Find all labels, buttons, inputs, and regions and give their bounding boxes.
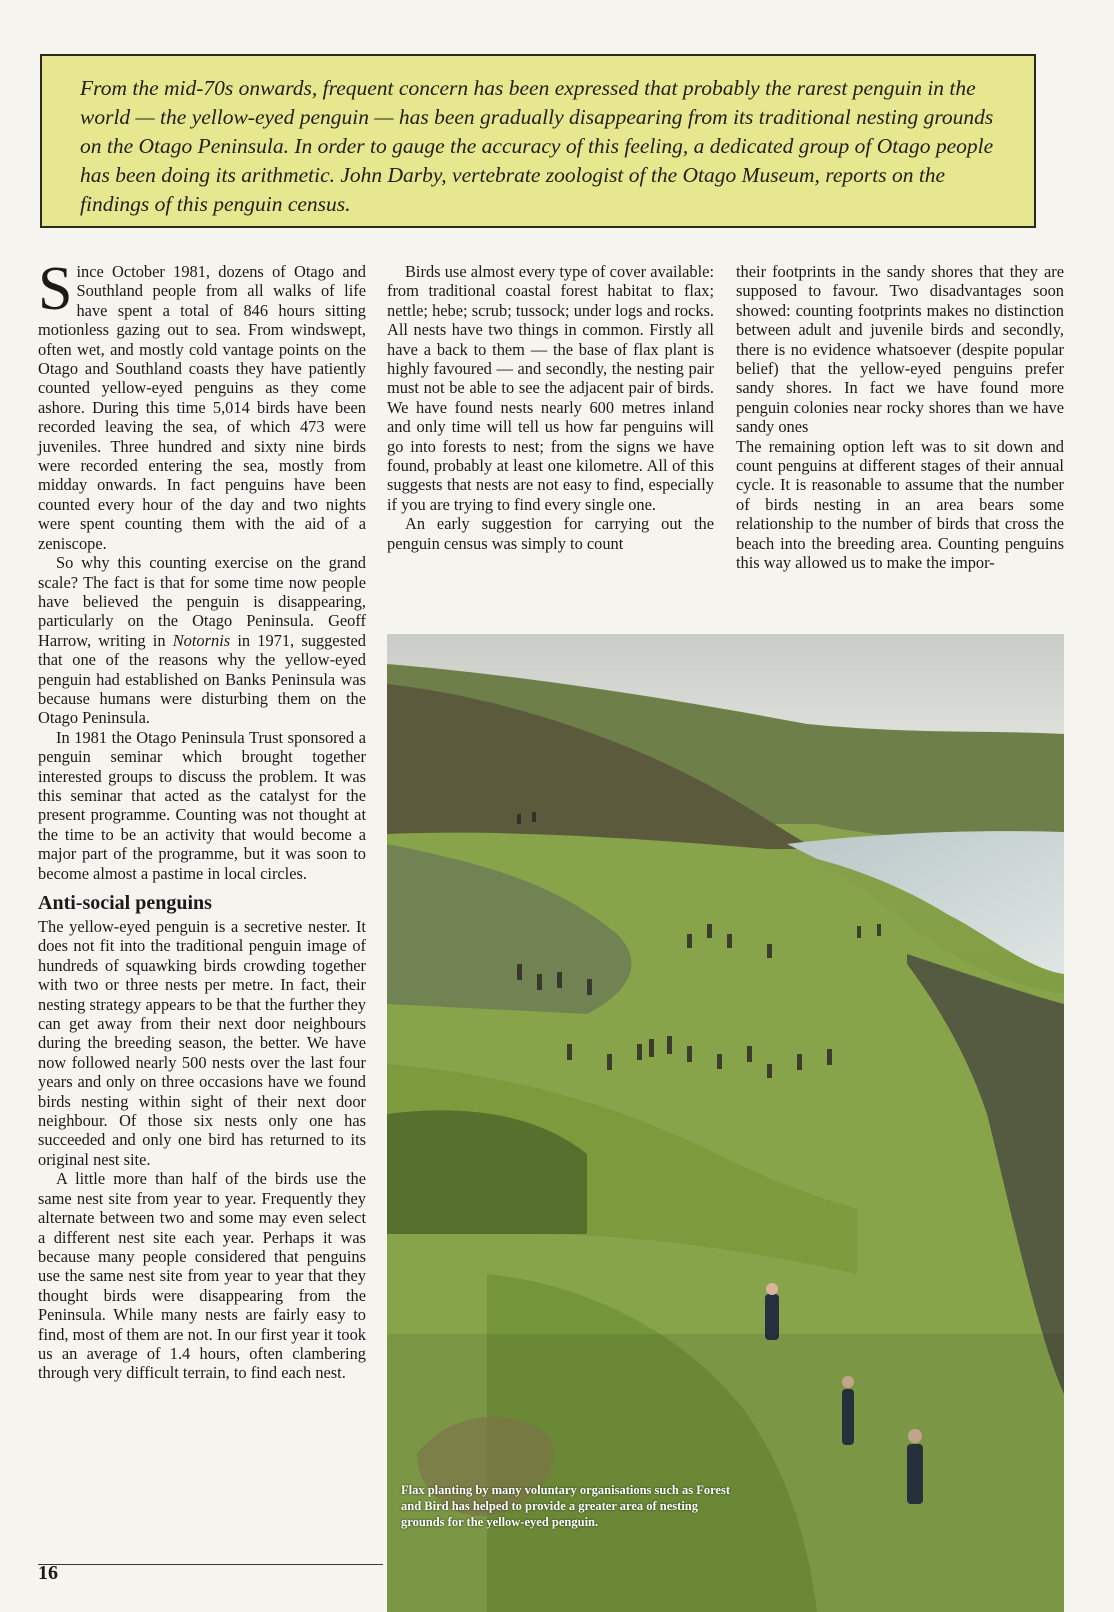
article-paragraph: An early suggestion for carrying out the penguin census was simply to count	[387, 514, 714, 553]
intro-standfirst	[40, 54, 1036, 228]
article-paragraph: The yellow-eyed penguin is a secretive nester. It does not fit into the traditional penguin image of hundreds of squawking birds crowding together with two or three nests per metre. In fact, their nesting strategy appears to be that the further they can get away from their next door neighbours during the breeding season, the better. We have now followed nearly 500 nests over the last four years and only on three occasions have we found birds nesting within sight of their next door neighbour. Of those six nests only one has succeeded and only one bird has returned to its original nest site.	[38, 917, 366, 1169]
article-paragraph	[38, 553, 366, 728]
photo-caption: Flax planting by many voluntary organisations such as Forest and Bird has helped to provide a greater area of nesting grounds for the yellow-eyed penguin.	[401, 1483, 730, 1529]
page-number: 16	[38, 1562, 58, 1584]
article-column-right	[736, 262, 1064, 573]
article-column-middle	[387, 262, 714, 553]
article-paragraph	[38, 255, 366, 553]
article-column-left	[38, 255, 366, 1383]
article-paragraph: In 1981 the Otago Peninsula Trust sponsored a penguin seminar which brought together interested groups to discuss the problem. It was this seminar that acted as the catalyst for the present programme. Counting was not thought at the time to be an activity that would become a major part of the programme, but it was soon to become almost a pastime in local circles.	[38, 727, 366, 883]
article-paragraph: Birds use almost every type of cover available: from traditional coastal forest habitat to flax; nettle; hebe; scrub; tussock; under logs and rocks. All nests have two things in common. Firstly all have a back to them — the base of flax plant is highly favoured — and secondly, the nesting pair must not be able to see the adjacent pair of birds. We have found nests nearly 600 metres inland and only time will tell us how far penguins will go into forests to nest; from the signs we have found, probably at least one kilometre. All of this suggests that nests are not easy to find, especially if you are trying to find every single one.	[387, 262, 714, 514]
coastal-hillside-image	[387, 634, 1064, 1612]
article-paragraph: their footprints in the sandy shores that they are supposed to favour. Two disadvantages soon showed: counting footprints makes no distinction between adult and juvenile birds and secondly, there is no evidence whatsoever (despite popular belief) that the yellow-eyed penguins prefer sandy shores. In fact we have found more penguin colonies near rocky shores than we have sandy ones	[736, 262, 1064, 437]
drop-cap: S	[38, 255, 73, 323]
footer-rule	[38, 1564, 383, 1565]
paragraph-text: So why this counting exercise on the grand scale? The fact is that for some time now people have believed the penguin is disappearing, particularly on the Otago Peninsula. Geoff Harrow, writing in	[38, 553, 366, 650]
paragraph-text: in 1971, suggested that one of the reasons why the yellow-eyed penguin had established on Banks Peninsula was because humans were disturbing them on the Otago Peninsula.	[38, 630, 366, 728]
journal-title: Notornis	[172, 630, 231, 650]
paragraph-text: ince October 1981, dozens of Otago and Southland people from all walks of life have spent a total of 846 hours sitting motionless gazing out to sea. From windswept, often wet, and mostly cold vantage points on the Otago and Southland coasts they have patiently counted yellow-eyed penguins as they come ashore. During this time 5,014 birds have been recorded leaving the sea, of which 473 were juveniles. Three hundred and sixty nine birds were recorded entering the sea, mostly from midday onwards. In fact penguins have been counted every hour of the day and two nights were spent counting them with the aid of a zeniscope.	[38, 262, 366, 553]
intro-text: From the mid-70s onwards, frequent concern has been expressed that probably the rarest penguin in the world — the yellow-eyed penguin — has been gradually disappearing from its traditional nesting grounds on the Otago Peninsula. In order to gauge the accuracy of this feeling, a dedicated group of Otago people has been doing its arithmetic. John Darby, vertebrate zoologist of the Otago Museum, reports on the findings of this penguin census.	[80, 76, 994, 216]
article-paragraph: A little more than half of the birds use the same nest site from year to year. Frequently they alternate between two and some may even select a different nest site each year. Perhaps it was because many people considered that penguins use the same nest site from year to year that they thought birds were disappearing from the Peninsula. While many nests are fairly easy to find, most of them are not. In our first year it took us an average of 1.4 hours, often clambering through very difficult terrain, to find each nest.	[38, 1169, 366, 1383]
article-paragraph: The remaining option left was to sit down and count penguins at different stages of their annual cycle. It is reasonable to assume that the number of birds nesting in an area bears some relationship to the number of birds that cross the beach into the breeding area. Counting penguins this way allowed us to make the impor-	[736, 436, 1064, 573]
section-heading: Anti-social penguins	[38, 892, 212, 914]
landscape-photo	[387, 634, 1064, 1612]
